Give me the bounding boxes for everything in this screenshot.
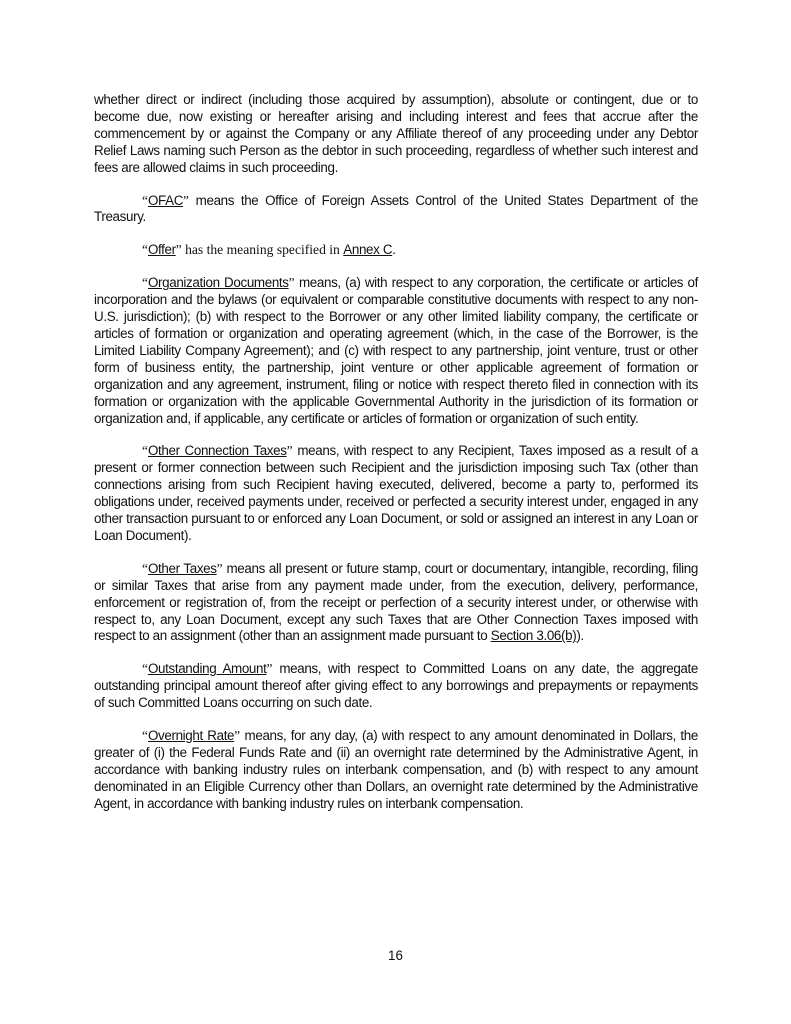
definition-other-connection-taxes: “Other Connection Taxes” means, with respect to any Recipient, Taxes imposed as a result of a present or former connection between such Recipient and the jurisdiction imposing such Tax (other than connections arising from such Recipient having executed, delivered, become a party to, performed its obligations under, received payments under, received or perfected a security interest under, engaged in any other transaction pursuant to or enforced any Loan Document, or sold or assigned an interest in any Loan or Loan Document). (94, 443, 698, 543)
definition-text: means, with respect to Committed Loans on any date, the aggregate outstanding principal amount thereof after giving effect to any borrowings and prepayments or repayments of such Committed Loans occurring on such date. (94, 661, 698, 711)
definition-text-end: . (392, 242, 396, 258)
definition-overnight-rate: “Overnight Rate” means, for any day, (a) with respect to any amount denominated in Dollars, the greater of (i) the Federal Funds Rate and (ii) an overnight rate determined by the Administrative Agent, in accordance with banking industry rules on interbank compensation, and (b) with respect to any amount denominated in an Eligible Currency other than Dollars, an overnight rate determined by the Administrative Agent, in accordance with banking industry rules on interbank compensation. (94, 728, 698, 811)
definition-text: means, (a) with respect to any corporation, the certificate or articles of incorporation and the bylaws (or equivalent or comparable constitutive documents with respect to any non-U.S. jurisdiction); (b) with respect to the Borrower or any other limited liability company, the certificate or articles of formation or organization and operating agreement (which, in the case of the Borrower, is the Limited Liability Company Agreement); and (c) with respect to any partnership, joint venture, trust or other form of business entity, the partnership, joint venture or other applicable agreement of formation or organization and any agreement, instrument, filing or notice with respect thereto filed in connection with its formation or organization with the applicable Governmental Authority in the jurisdiction of its formation or organization and, if applicable, any certificate or articles of formation or organization of such entity. (94, 275, 698, 426)
definition-text: means, for any day, (a) with respect to any amount denominated in Dollars, the greater of (i) the Federal Funds Rate and (ii) an overnight rate determined by the Administrative Agent, in accordance with banking industry rules on interbank compensation, and (b) with respect to any amount denominated in an Eligible Currency other than Dollars, an overnight rate determined by the Administrative Agent, in accordance with banking industry rules on interbank compensation. (94, 728, 698, 811)
defined-term: Other Connection Taxes (147, 443, 287, 459)
definition-text: means, with respect to any Recipient, Taxes imposed as a result of a present or former connection between such Recipient and the jurisdiction imposing such Tax (other than connections arising from such Recipient having executed, delivered, become a party to, performed its obligations under, received payments under, received or perfected a security interest under, engaged in any other transaction pursuant to or enforced any Loan Document, or sold or assigned an interest in any Loan or Loan Document). (94, 443, 698, 543)
definition-text: has the meaning specified in (181, 242, 344, 258)
definition-outstanding-amount: “Outstanding Amount” means, with respect to Committed Loans on any date, the aggregate outstanding principal amount thereof after giving effect to any borrowings and prepayments or repayments of such Committed Loans occurring on such date. (94, 661, 698, 711)
definition-organization-documents: “Organization Documents” means, (a) with respect to any corporation, the certificate or articles of incorporation and the bylaws (or equivalent or comparable constitutive documents with respect to any non-U.S. jurisdiction); (b) with respect to the Borrower or any other limited liability company, the certificate or articles of formation or organization and operating agreement (which, in the case of the Borrower, is the Limited Liability Company Agreement); and (c) with respect to any partnership, joint venture, trust or other form of business entity, the partnership, joint venture or other applicable agreement of formation or organization and any agreement, instrument, filing or notice with respect thereto filed in connection with its formation or organization with the applicable Governmental Authority in the jurisdiction of its formation or organization and, if applicable, any certificate or articles of formation or organization of such entity. (94, 275, 698, 426)
defined-term: Offer (147, 242, 176, 258)
definition-text: means the Office of Foreign Assets Control of the United States Department of the Treasury. (94, 192, 698, 225)
document-page (94, 92, 698, 829)
definition-text-end: ). (576, 628, 584, 644)
definition-offer: “Offer” has the meaning specified in Annex C. (142, 242, 396, 258)
definition-text: means all present or future stamp, court or documentary, intangible, recording, filing or similar Taxes that arise from any payment made under, from the execution, delivery, performance, enforcement or registration of, from the receipt or perfection of a security interest under, or otherwise with respect to, any Loan Document, except any such Taxes that are Other Connection Taxes imposed with respect to an assignment (other than an assignment made pursuant to (94, 560, 698, 644)
defined-term: Outstanding Amount (147, 661, 267, 677)
cross-reference: Annex C (343, 242, 393, 258)
definition-ofac: “OFAC” means the Office of Foreign Assets Control of the United States Department of the Treasury. (94, 192, 698, 225)
continued-paragraph: whether direct or indirect (including those acquired by assumption), absolute or contingent, due or to become due, now existing or hereafter arising and including interest and fees that accrue after the commencement by or against the Company or any Affiliate thereof of any proceeding under any Debtor Relief Laws naming such Person as the debtor in such proceeding, regardless of whether such interest and fees are allowed claims in such proceeding. (94, 92, 698, 175)
defined-term: Other Taxes (147, 560, 217, 576)
defined-term: OFAC (147, 192, 184, 208)
defined-term: Organization Documents (147, 275, 289, 291)
definition-other-taxes: “Other Taxes” means all present or future stamp, court or documentary, intangible, recording, filing or similar Taxes that arise from any payment made under, from the execution, delivery, performance, enforcement or registration of, from the receipt or perfection of a security interest under, or otherwise with respect to, any Loan Document, except any such Taxes that are Other Connection Taxes imposed with respect to an assignment (other than an assignment made pursuant to Section 3.06(b)). (94, 560, 698, 644)
defined-term: Overnight Rate (147, 728, 235, 744)
page-number: 16 (388, 948, 403, 963)
cross-reference: Section 3.06(b) (490, 628, 577, 644)
